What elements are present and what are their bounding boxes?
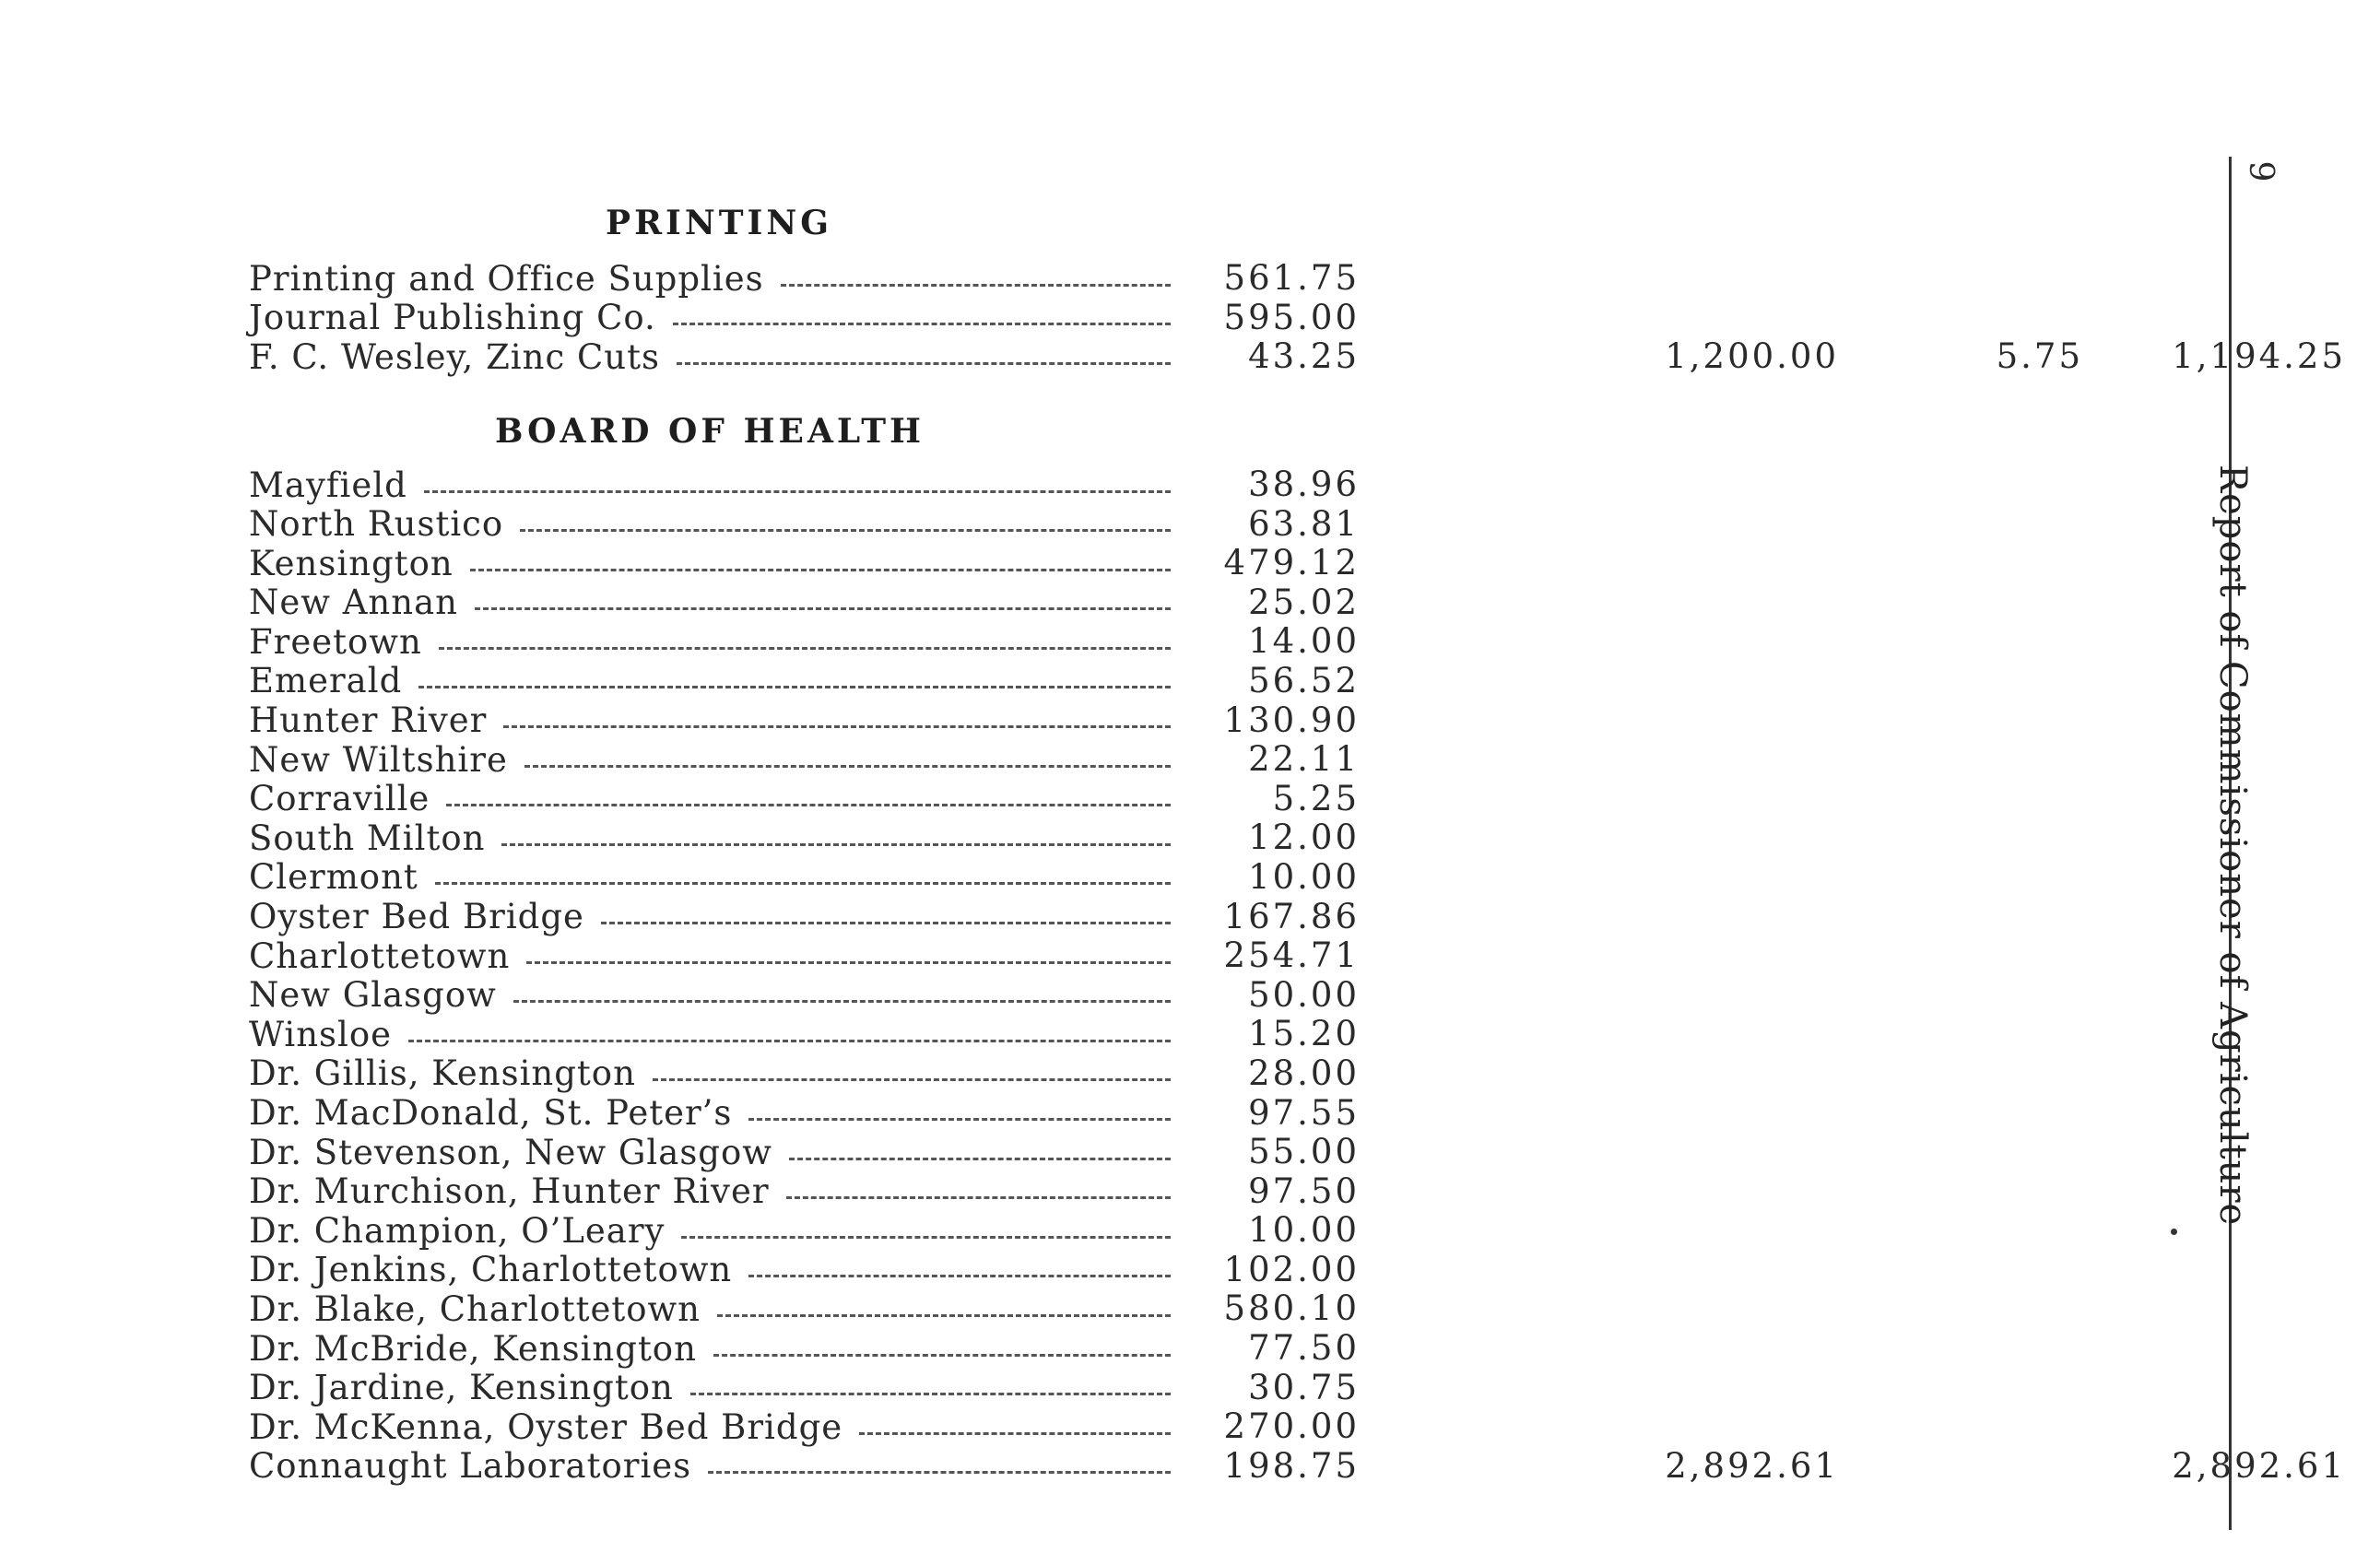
ink-speck [2171, 1229, 2177, 1235]
ledger-row [249, 1251, 2148, 1290]
row-amount: 130.90 [1223, 700, 1360, 740]
dot-leader [501, 843, 1171, 846]
row-amount: 14.00 [1248, 621, 1360, 662]
row-label: Dr. Jardine, Kensington [249, 1368, 674, 1408]
row-amount: 254.71 [1223, 935, 1360, 976]
dot-leader [786, 1196, 1171, 1199]
row-label: Printing and Office Supplies [249, 258, 764, 299]
dot-leader [408, 1040, 1171, 1042]
printing-heading: PRINTING [606, 204, 833, 242]
ledger-row [249, 701, 2148, 741]
row-label: Journal Publishing Co. [249, 298, 656, 338]
ledger-row [249, 583, 2148, 623]
ledger-row [249, 1445, 2346, 1487]
ledger-row [249, 1211, 2148, 1251]
row-amount: 30.75 [1248, 1367, 1360, 1407]
row-label: Dr. McBride, Kensington [249, 1328, 697, 1369]
row-label: Dr. McKenna, Oyster Bed Bridge [249, 1406, 843, 1447]
row-label: Corraville [249, 779, 430, 819]
row-label-container [249, 1407, 1171, 1446]
row-amount: 22.11 [1248, 739, 1360, 780]
row-label: South Milton [249, 818, 486, 858]
row-amount: 63.81 [1248, 503, 1360, 544]
row-label: Emerald [249, 661, 403, 701]
row-label-container [249, 740, 1171, 779]
row-label-container [249, 1329, 1171, 1368]
row-label-container [249, 1289, 1171, 1328]
row-label-container [249, 1094, 1171, 1133]
row-label-container [249, 544, 1171, 582]
ledger-row [249, 936, 2148, 976]
ledger-row [249, 818, 2148, 858]
row-label-container [249, 858, 1171, 897]
row-label: Oyster Bed Bridge [249, 897, 584, 937]
printing-third-column: 1,194.25 [2172, 336, 2346, 377]
row-amount: 43.25 [1248, 336, 1360, 377]
row-label-container [249, 1054, 1171, 1093]
row-label: Dr. Champion, O’Leary [249, 1210, 666, 1251]
row-amount: 10.00 [1248, 856, 1360, 897]
dot-leader [859, 1432, 1171, 1435]
row-label-container [249, 337, 1171, 376]
row-amount: 38.96 [1248, 465, 1360, 504]
row-label-container [249, 1172, 1171, 1211]
row-label-container [249, 1447, 1171, 1486]
row-label-container [249, 622, 1171, 661]
dot-leader [526, 961, 1171, 964]
board-of-health-heading: BOARD OF HEALTH [495, 412, 925, 451]
row-label-container [249, 898, 1171, 936]
ledger-row [249, 1015, 2148, 1054]
row-label-container [249, 936, 1171, 975]
ledger-row [249, 662, 2148, 701]
row-label-container [249, 583, 1171, 622]
dot-leader [424, 490, 1171, 493]
row-label: New Glasgow [249, 975, 497, 1016]
dot-leader [717, 1314, 1171, 1317]
ledger-row [249, 780, 2148, 819]
row-label: Hunter River [249, 700, 488, 741]
dot-leader [524, 765, 1171, 768]
row-label-container [249, 1211, 1171, 1250]
dot-leader [781, 284, 1171, 287]
row-amount: 102.00 [1223, 1249, 1360, 1289]
row-label: Mayfield [249, 465, 407, 505]
dot-leader [470, 569, 1171, 571]
row-amount: 97.50 [1248, 1170, 1360, 1211]
row-amount: 10.00 [1248, 1210, 1360, 1251]
row-label: Dr. MacDonald, St. Peter’s [249, 1093, 733, 1133]
dot-leader [475, 607, 1171, 610]
ledger-row [249, 976, 2148, 1016]
ledger-row [249, 1133, 2148, 1172]
row-label-container [249, 259, 1171, 298]
row-amount: 97.55 [1248, 1092, 1360, 1133]
ledger-row [249, 1289, 2148, 1329]
row-label-container [249, 299, 1171, 337]
board-of-health-third-column: 2,892.61 [2172, 1445, 2346, 1486]
board-of-health-total: 2,892.61 [1665, 1445, 1839, 1486]
dot-leader [708, 1471, 1171, 1474]
ledger-row [249, 740, 2148, 780]
dot-leader [677, 362, 1171, 365]
dot-leader [520, 529, 1171, 532]
row-label-container [249, 1133, 1171, 1171]
row-amount: 77.50 [1248, 1328, 1360, 1369]
row-amount: 580.10 [1223, 1288, 1360, 1329]
ledger-row [249, 259, 2148, 299]
ledger-row [249, 1094, 2148, 1134]
row-label-container [249, 662, 1171, 700]
dot-leader [713, 1354, 1171, 1357]
row-label-container [249, 505, 1171, 544]
row-label-container [249, 976, 1171, 1015]
page-number: 9 [2242, 160, 2280, 182]
printing-ledger [249, 258, 2346, 377]
row-label: New Wiltshire [249, 739, 508, 780]
row-label-container [249, 818, 1171, 857]
ledger-row [249, 1407, 2148, 1447]
ledger-row [249, 858, 2148, 898]
row-label: Winsloe [249, 1014, 393, 1054]
row-label: Clermont [249, 857, 418, 898]
ledger-row [249, 505, 2148, 545]
dot-leader [446, 804, 1171, 806]
row-label: Kensington [249, 543, 454, 583]
row-amount: 56.52 [1248, 660, 1360, 700]
row-amount: 55.00 [1248, 1132, 1360, 1172]
row-label-container [249, 1369, 1171, 1407]
ledger-row [249, 1054, 2148, 1094]
dot-leader [748, 1118, 1171, 1121]
row-amount: 198.75 [1223, 1445, 1360, 1486]
dot-leader [503, 725, 1171, 728]
dot-leader [681, 1236, 1171, 1239]
row-label-container [249, 701, 1171, 740]
ledger-row [249, 1369, 2148, 1408]
dot-leader [789, 1158, 1171, 1160]
row-label: North Rustico [249, 504, 504, 545]
ledger-row [249, 898, 2148, 937]
ledger-row [249, 1329, 2148, 1369]
row-label-container [249, 1251, 1171, 1289]
row-label: Charlottetown [249, 935, 511, 976]
row-label: F. C. Wesley, Zinc Cuts [249, 336, 660, 377]
row-label-container [249, 1015, 1171, 1053]
dot-leader [653, 1078, 1171, 1081]
row-label: Dr. Jenkins, Charlottetown [249, 1250, 733, 1290]
row-amount: 167.86 [1223, 896, 1360, 936]
row-label-container [249, 465, 1171, 504]
ledger-row [249, 299, 2148, 338]
dot-leader [601, 922, 1171, 924]
row-label: Connaught Laboratories [249, 1446, 692, 1487]
ledger-row [249, 465, 2148, 505]
row-label: Dr. Blake, Charlottetown [249, 1288, 701, 1329]
dot-leader [435, 882, 1171, 885]
row-amount: 595.00 [1223, 297, 1360, 337]
dot-leader [513, 1000, 1171, 1003]
row-label: Dr. Stevenson, New Glasgow [249, 1132, 772, 1172]
row-label: New Annan [249, 582, 458, 623]
row-label-container [249, 780, 1171, 818]
printing-second-column: 5.75 [1996, 336, 2083, 377]
ledger-row [249, 544, 2148, 583]
row-amount: 12.00 [1248, 818, 1360, 858]
dot-leader [439, 647, 1171, 650]
row-amount: 270.00 [1223, 1406, 1360, 1447]
row-amount: 28.00 [1248, 1053, 1360, 1093]
row-amount: 5.25 [1272, 778, 1360, 818]
row-amount: 561.75 [1223, 258, 1360, 298]
row-amount: 479.12 [1223, 543, 1360, 583]
dot-leader [690, 1393, 1171, 1395]
dot-leader [748, 1275, 1171, 1277]
dot-leader [673, 323, 1171, 325]
row-label: Freetown [249, 621, 422, 662]
dot-leader [418, 686, 1171, 688]
ledger-row [249, 336, 2346, 377]
ledger-row [249, 622, 2148, 662]
row-label: Dr. Murchison, Hunter River [249, 1171, 770, 1212]
running-title-text: Report of Commissioner of Agriculture [2211, 465, 2254, 1227]
row-amount: 50.00 [1248, 974, 1360, 1015]
row-amount: 25.02 [1248, 582, 1360, 622]
printing-total: 1,200.00 [1665, 336, 1839, 377]
row-amount: 15.20 [1248, 1014, 1360, 1054]
ledger-row [249, 1172, 2148, 1212]
row-label: Dr. Gillis, Kensington [249, 1053, 636, 1094]
